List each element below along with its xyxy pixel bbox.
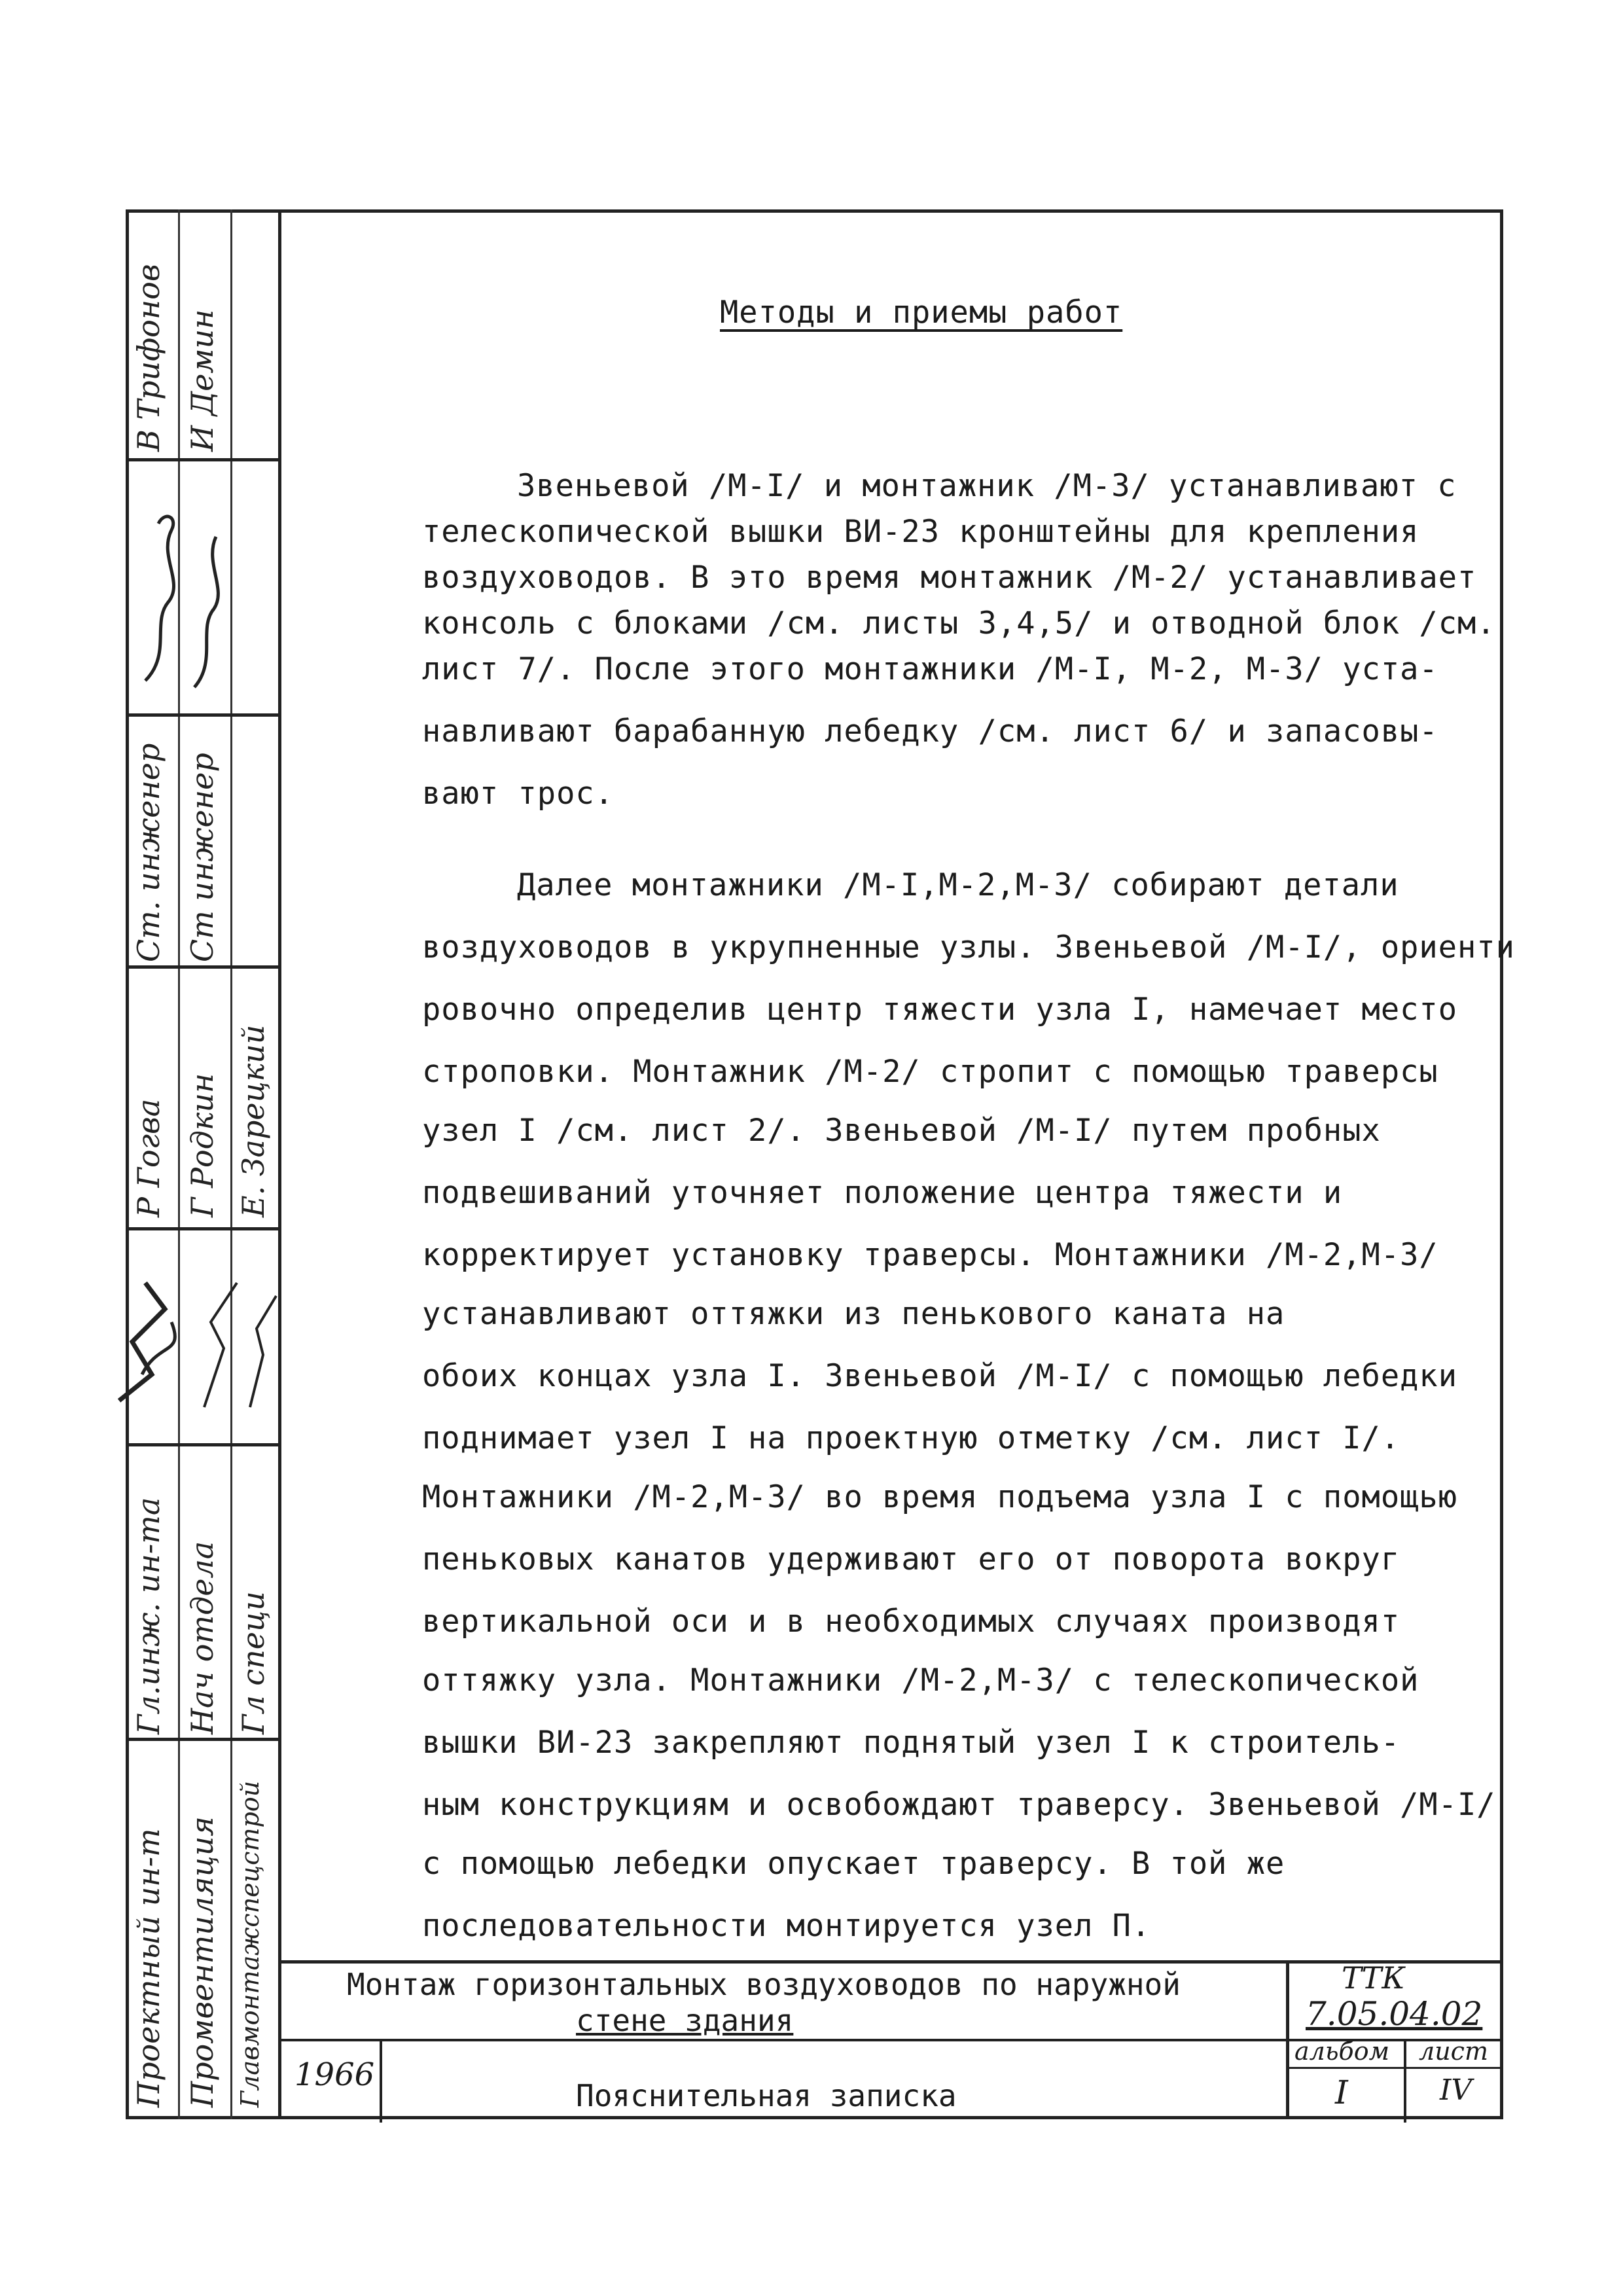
text-line: корректирует установку траверсы. Монтажники /М-2,М-3/	[422, 1237, 1438, 1273]
text-line: воздуховодов в укрупненные узлы. Звеньевой /М-I/, ориенти	[422, 929, 1515, 965]
document-name: стене здания	[576, 2003, 794, 2038]
side-row-divider	[126, 458, 278, 461]
text-line: вают трос.	[422, 776, 614, 812]
document-name: Монтаж горизонтальных воздуховодов по наружной	[347, 1967, 1181, 2002]
title-block-divider	[1404, 2039, 1406, 2123]
text-line: Далее монтажники /М-I,М-2,М-3/ собирают детали	[517, 867, 1399, 903]
side-column-divider	[230, 209, 232, 2119]
side-row-divider	[126, 1227, 278, 1230]
title-block	[281, 1960, 1503, 2119]
text-line: пеньковых канатов удерживают его от поворота вокруг	[422, 1541, 1400, 1577]
stamp-name: Е. Зарецкий	[236, 1024, 271, 1217]
text-line: устанавливают оттяжки из пенькового каната на	[422, 1296, 1285, 1332]
text-line: последовательности монтируется узел П.	[422, 1908, 1151, 1944]
section-name: Пояснительная записка	[576, 2078, 957, 2113]
stamp-name: Р Гогва	[131, 1098, 166, 1217]
text-line: лист 7/. После этого монтажники /М-I, М-2, М-3/ уста-	[422, 651, 1438, 687]
album-value: I	[1335, 2073, 1348, 2111]
title-block-divider	[380, 2039, 382, 2123]
text-line: строповки. Монтажник /М-2/ стропит с помощью траверсы	[422, 1054, 1438, 1090]
doc-code: 7.05.04.02	[1306, 1995, 1483, 2033]
year: 1966	[294, 2056, 375, 2093]
text-line: воздуховодов. В это время монтажник /М-2/ устанавливает	[422, 560, 1477, 596]
stamp-organization: Главмонтажспецстрой	[236, 1780, 264, 2108]
text-line: телескопической вышки ВИ-23 кронштейны для крепления	[422, 514, 1419, 550]
text-line: с помощью лебедки опускает траверсу. В той же	[422, 1846, 1285, 1882]
side-row-divider	[126, 713, 278, 717]
side-row-divider	[126, 1738, 278, 1741]
text-line: обоих концах узла I. Звеньевой /М-I/ с помощью лебедки	[422, 1358, 1458, 1394]
side-row-divider	[126, 965, 278, 969]
signature	[132, 491, 230, 700]
title-block-divider	[1286, 2067, 1503, 2069]
album-label: альбом	[1294, 2037, 1390, 2066]
text-line: оттяжку узла. Монтажники /М-2,М-3/ с телескопической	[422, 1662, 1419, 1698]
text-line: подвешиваний уточняет положение центра тяжести и	[422, 1175, 1343, 1211]
text-line: ным конструкциям и освобождают траверсу. Звеньевой /М-I/	[422, 1787, 1496, 1823]
stamp-name: И Демин	[185, 309, 220, 452]
stamp-name: В Трифонов	[131, 264, 166, 452]
sheet-label: лист	[1419, 2037, 1488, 2066]
text-line: ровочно определив центр тяжести узла I, намечает место	[422, 992, 1458, 1028]
stamp-role: Гл специ	[236, 1591, 271, 1734]
text-line: вышки ВИ-23 закрепляют поднятый узел I к строитель-	[422, 1725, 1400, 1761]
text-line: консоль с блоками /см. листы 3,4,5/ и отводной блок /см.	[422, 605, 1496, 641]
side-row-divider	[126, 1443, 278, 1446]
text-line: вертикальной оси и в необходимых случаях производят	[422, 1604, 1400, 1640]
stamp-role: Ст. инженер	[131, 743, 166, 962]
stamp-organization: Проектный ин-т	[131, 1828, 166, 2108]
stamp-role: Гл.инж. ин-та	[131, 1497, 166, 1734]
text-line: Звеньевой /М-I/ и монтажник /М-3/ устанавливают с	[517, 468, 1457, 504]
section-title: Методы и приемы работ	[720, 295, 1123, 331]
doc-code-label: ТТК	[1342, 1960, 1405, 1996]
sheet-value: IV	[1440, 2073, 1472, 2107]
text-line: навливают барабанную лебедку /см. лист 6/ и запасовы-	[422, 713, 1438, 749]
stamp-role: Ст инженер	[185, 753, 220, 962]
signature	[93, 1244, 289, 1440]
stamp-role: Нач отдела	[185, 1541, 220, 1734]
text-line: узел I /см. лист 2/. Звеньевой /М-I/ путем пробных	[422, 1113, 1381, 1149]
side-stamp	[126, 209, 281, 2119]
stamp-name: Г Родкин	[185, 1073, 220, 1217]
title-block-divider	[1286, 1964, 1289, 2119]
text-line: Монтажники /М-2,М-3/ во время подъема узла I с помощью	[422, 1479, 1458, 1515]
text-line: поднимает узел I на проектную отметку /см. лист I/.	[422, 1420, 1400, 1456]
stamp-organization: Промвентиляция	[185, 1816, 220, 2108]
